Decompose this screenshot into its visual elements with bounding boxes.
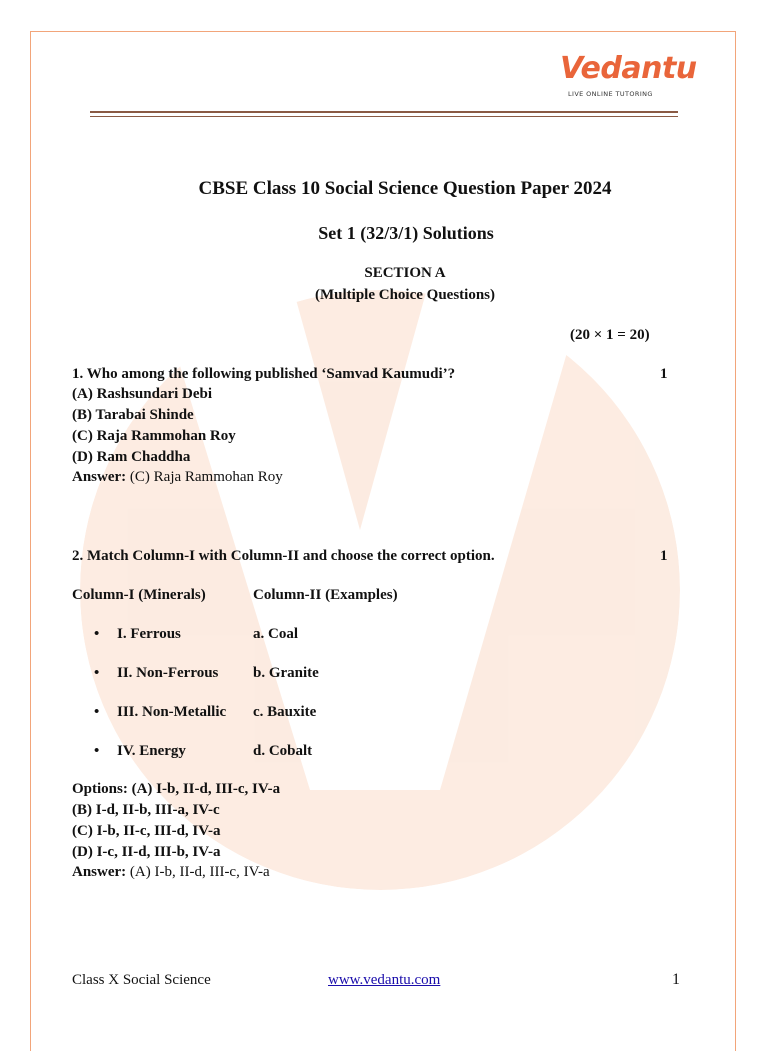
brand-name: Vedantu xyxy=(560,51,697,86)
answer-value: (A) I-b, II-d, III-c, IV-a xyxy=(126,864,270,880)
footer-website-link[interactable]: www.vedantu.com xyxy=(328,972,441,988)
bullet: • xyxy=(94,743,100,759)
question-1-option-d: (D) Ram Chaddha xyxy=(72,449,191,465)
question-2-answer xyxy=(72,864,270,881)
question-1-mark: 1 xyxy=(660,366,668,382)
match-row-right: c. Bauxite xyxy=(253,704,317,720)
match-row-left: I. Ferrous xyxy=(117,626,181,642)
match-row-left: III. Non-Metallic xyxy=(117,704,227,720)
question-1-text: 1. Who among the following published ‘Samvad Kaumudi’? xyxy=(72,366,456,382)
question-1-option-a: (A) Rashsundari Debi xyxy=(72,386,213,402)
section-type: (Multiple Choice Questions) xyxy=(315,287,495,303)
question-2-text: 2. Match Column-I with Column-II and choose the correct option. xyxy=(72,548,495,564)
page-subtitle: Set 1 (32/3/1) Solutions xyxy=(318,223,494,243)
section-marks: (20 × 1 = 20) xyxy=(570,327,650,343)
answer-label: Answer: xyxy=(72,864,127,880)
bullet: • xyxy=(94,626,100,642)
match-row-right: a. Coal xyxy=(253,626,298,642)
column-1-header: Column-I (Minerals) xyxy=(72,587,206,603)
answer-value: (C) Raja Rammohan Roy xyxy=(126,469,283,485)
header-rule xyxy=(90,111,678,113)
match-row-right: b. Granite xyxy=(253,665,319,681)
bullet: • xyxy=(94,704,100,720)
column-2-header: Column-II (Examples) xyxy=(253,587,398,603)
match-row-left: II. Non-Ferrous xyxy=(117,665,219,681)
match-row-right: d. Cobalt xyxy=(253,743,313,759)
brand-tagline: LIVE ONLINE TUTORING xyxy=(568,90,653,98)
page-number: 1 xyxy=(672,971,680,988)
section-name: SECTION A xyxy=(364,265,446,281)
question-1-answer xyxy=(72,469,283,486)
answer-label: Answer: xyxy=(72,469,127,485)
question-2-option-c: (C) I-b, II-c, III-d, IV-a xyxy=(72,823,221,839)
footer-subject: Class X Social Science xyxy=(72,972,211,988)
vedantu-logo xyxy=(560,50,697,100)
match-row-left: IV. Energy xyxy=(117,743,186,759)
bullet: • xyxy=(94,665,100,681)
page-title: CBSE Class 10 Social Science Question Paper 2024 xyxy=(198,178,612,199)
header-rule-thin xyxy=(90,116,678,117)
question-2-mark: 1 xyxy=(660,548,668,564)
question-1-option-c: (C) Raja Rammohan Roy xyxy=(72,428,236,444)
question-2-option-d: (D) I-c, II-d, III-b, IV-a xyxy=(72,844,221,860)
question-2-option-a: Options: (A) I-b, II-d, III-c, IV-a xyxy=(72,781,281,797)
question-2-option-b: (B) I-d, II-b, III-a, IV-c xyxy=(72,802,220,818)
question-1-option-b: (B) Tarabai Shinde xyxy=(72,407,194,423)
